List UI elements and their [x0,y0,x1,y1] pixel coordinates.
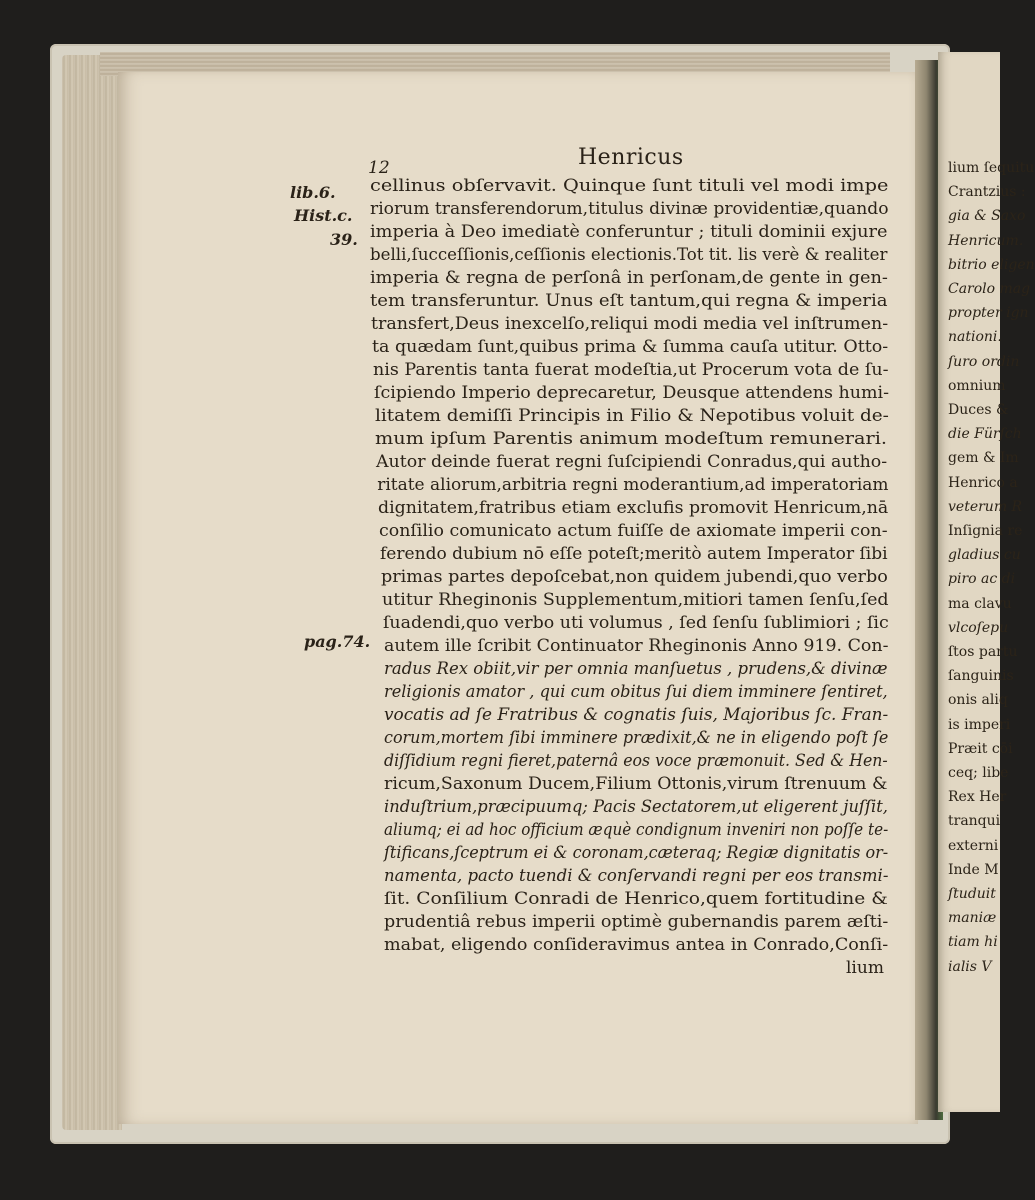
facing-text-line: Præit cōi [948,740,1013,757]
text-line: ſuadendi,quo verbo uti volumus , ſed ſenſu ſublimiori ; ſic [382,613,889,633]
facing-text-line: lium ſequitu [948,160,1035,176]
facing-text-line: tranqui [948,813,1001,830]
facing-text-line: Crantzius : [948,184,1026,201]
facing-text-line: ſtos partu [948,644,1018,660]
facing-text-line: propter ign [948,305,1029,322]
margin-note: 39. [330,230,358,249]
text-line: religionis amator , qui cum obitus ſui diem imminere ſentiret, [384,682,888,702]
facing-text-line: ma clavu [948,595,1012,612]
facing-text-line: Duces & [948,402,1009,418]
text-line: utitur Rheginonis Supplementum,mitiori tamen ſenſu,ſed [381,590,889,610]
margin-note: lib.6. [290,183,336,202]
text-line: conſilio comunicato actum fuiſſe de axiomate imperii con- [379,521,888,541]
text-line: lium [846,958,884,978]
margin-note: pag.74. [304,632,371,651]
facing-text-line: tiam hi [948,934,998,951]
facing-text-line: Carolo mag [948,281,1031,297]
facing-text-line: piro ac di [948,571,1016,588]
facing-text-line: gia & Saxo [948,208,1026,225]
facing-text-line: Henricum. [948,232,1024,249]
text-line: ſcipiendo Imperio deprecaretur, Deusque attendens humi- [373,383,889,403]
facing-text-line: vlcoſepu [948,619,1009,636]
text-line: vocatis ad ſe Fratribus & cognatis ſuis, Majoribus ſc. Fran- [384,705,889,725]
facing-text-line: ſanguinis [948,668,1014,685]
running-head: Henricus [578,145,684,170]
text-line: litatem demiſſi Principis in Filio & Nepotibus voluit de- [374,406,889,426]
text-line: ſtificans,ſceptrum ei & coronam,cæteraq; Regiæ dignitatis or- [384,843,889,863]
text-line: primas partes depoſcebat,non quidem jubendi,quo verbo [380,567,888,587]
text-line: tem transferuntur. Unus eſt tantum,qui regna & imperia [370,291,888,311]
facing-text-line: ialis V [948,958,992,975]
facing-text-line: Inde M [948,861,999,878]
page-number: 12 [368,158,390,178]
facing-text-line: veterum R [948,498,1023,515]
facing-text-line: gem & Im [948,450,1019,467]
text-line: diſſidium regni fieret,paternâ eos voce præmonuit. Sed & Hen- [384,751,888,771]
text-line: namenta, pacto tuendi & conſervandi regni per eos transmi- [384,866,889,886]
text-line: autem ille ſcribit Continuator Rheginonis Anno 919. Con- [383,636,888,656]
text-line: prudentiâ rebus imperii optimè gubernandis parem æſti- [384,912,889,932]
facing-text-line: die Fürſch [948,426,1022,443]
text-line: ritate aliorum,arbitria regni moderantium,ad imperatoriam [377,475,889,495]
facing-text-line: ſtuduit [948,886,996,902]
facing-text-line: ſuro ordin [948,353,1020,370]
text-line: ferendo dubium nō eſſe poteſt;meritò autem Imperator ſibi [379,544,888,564]
text-line: corum,mortem ſibi imminere prædixit,& ne in eligendo poſt ſe [384,728,889,748]
facing-text-line: maniæ [948,910,997,927]
facing-text-line: omnium [948,377,1006,394]
text-line: Autor deinde fuerat regni ſuſcipiendi Conradus,qui autho- [376,452,888,472]
text-line: ta quædam ſunt,quibus prima & ſumma cauſa utitur. Otto- [371,337,888,357]
text-line: mabat, eligendo conſideravimus antea in Conrado,Conſi- [384,935,889,955]
facing-text-line: externi [948,837,999,854]
text-line: imperia à Deo imediatè conferuntur ; tituli dominii exjure [370,222,888,242]
facing-text-line: nationi. [948,329,1002,346]
facing-text-line: Inſignia re [948,523,1023,539]
text-line: cellinus obſervavit. Quinque ſunt tituli vel modi impe [370,176,889,196]
text-line: nis Parentis tanta fuerat modeſtia,ut Procerum vota de ſu- [372,360,889,380]
text-line: aliumq; ei ad hoc officium æquè condignum inveniri non poſſe te- [384,820,889,840]
text-line: radus Rex obiit,vir per omnia manſuetus , prudens,& divinæ [384,659,888,679]
text-line: mum ipſum Parentis animum modeſtum remunerari. [375,429,888,449]
text-line: belli,ſucceſſionis,ceſſionis electionis.Tot tit. lis verè & realiter [370,245,888,265]
text-line: ſit. Conſilium Conradi de Henrico,quem fortitudine & [384,889,888,909]
facing-text-line: Rex Her [948,789,1007,806]
text-line: imperia & regna de perſonâ in perſonam,de gente in gen- [370,268,888,288]
facing-text-line: Henrico a [948,474,1018,491]
margin-note: Hist.c. [294,206,353,225]
facing-text-line: ceq; libe [948,765,1009,781]
text-line: riorum transferendorum,titulus divinæ providentiæ,quando [370,199,889,219]
facing-text-line: is imperi [948,716,1011,733]
text-line: dignitatem,fratribus etiam exclufis promovit Henricum,nā [378,498,889,518]
facing-text-line: bitrio eligen [948,256,1035,273]
text-line: ricum,Saxonum Ducem,Filium Ottonis,virum ſtrenuum & [384,774,888,794]
facing-text-line: onis aliq [948,692,1008,709]
facing-text-line: gladius cu [948,547,1021,564]
text-line: transfert,Deus inexcelſo,reliqui modi media vel inſtrumen- [370,314,889,334]
text-line: induſtrium,præcipuumq; Pacis Sectatorem,ut eligerent juſſit, [384,797,888,817]
